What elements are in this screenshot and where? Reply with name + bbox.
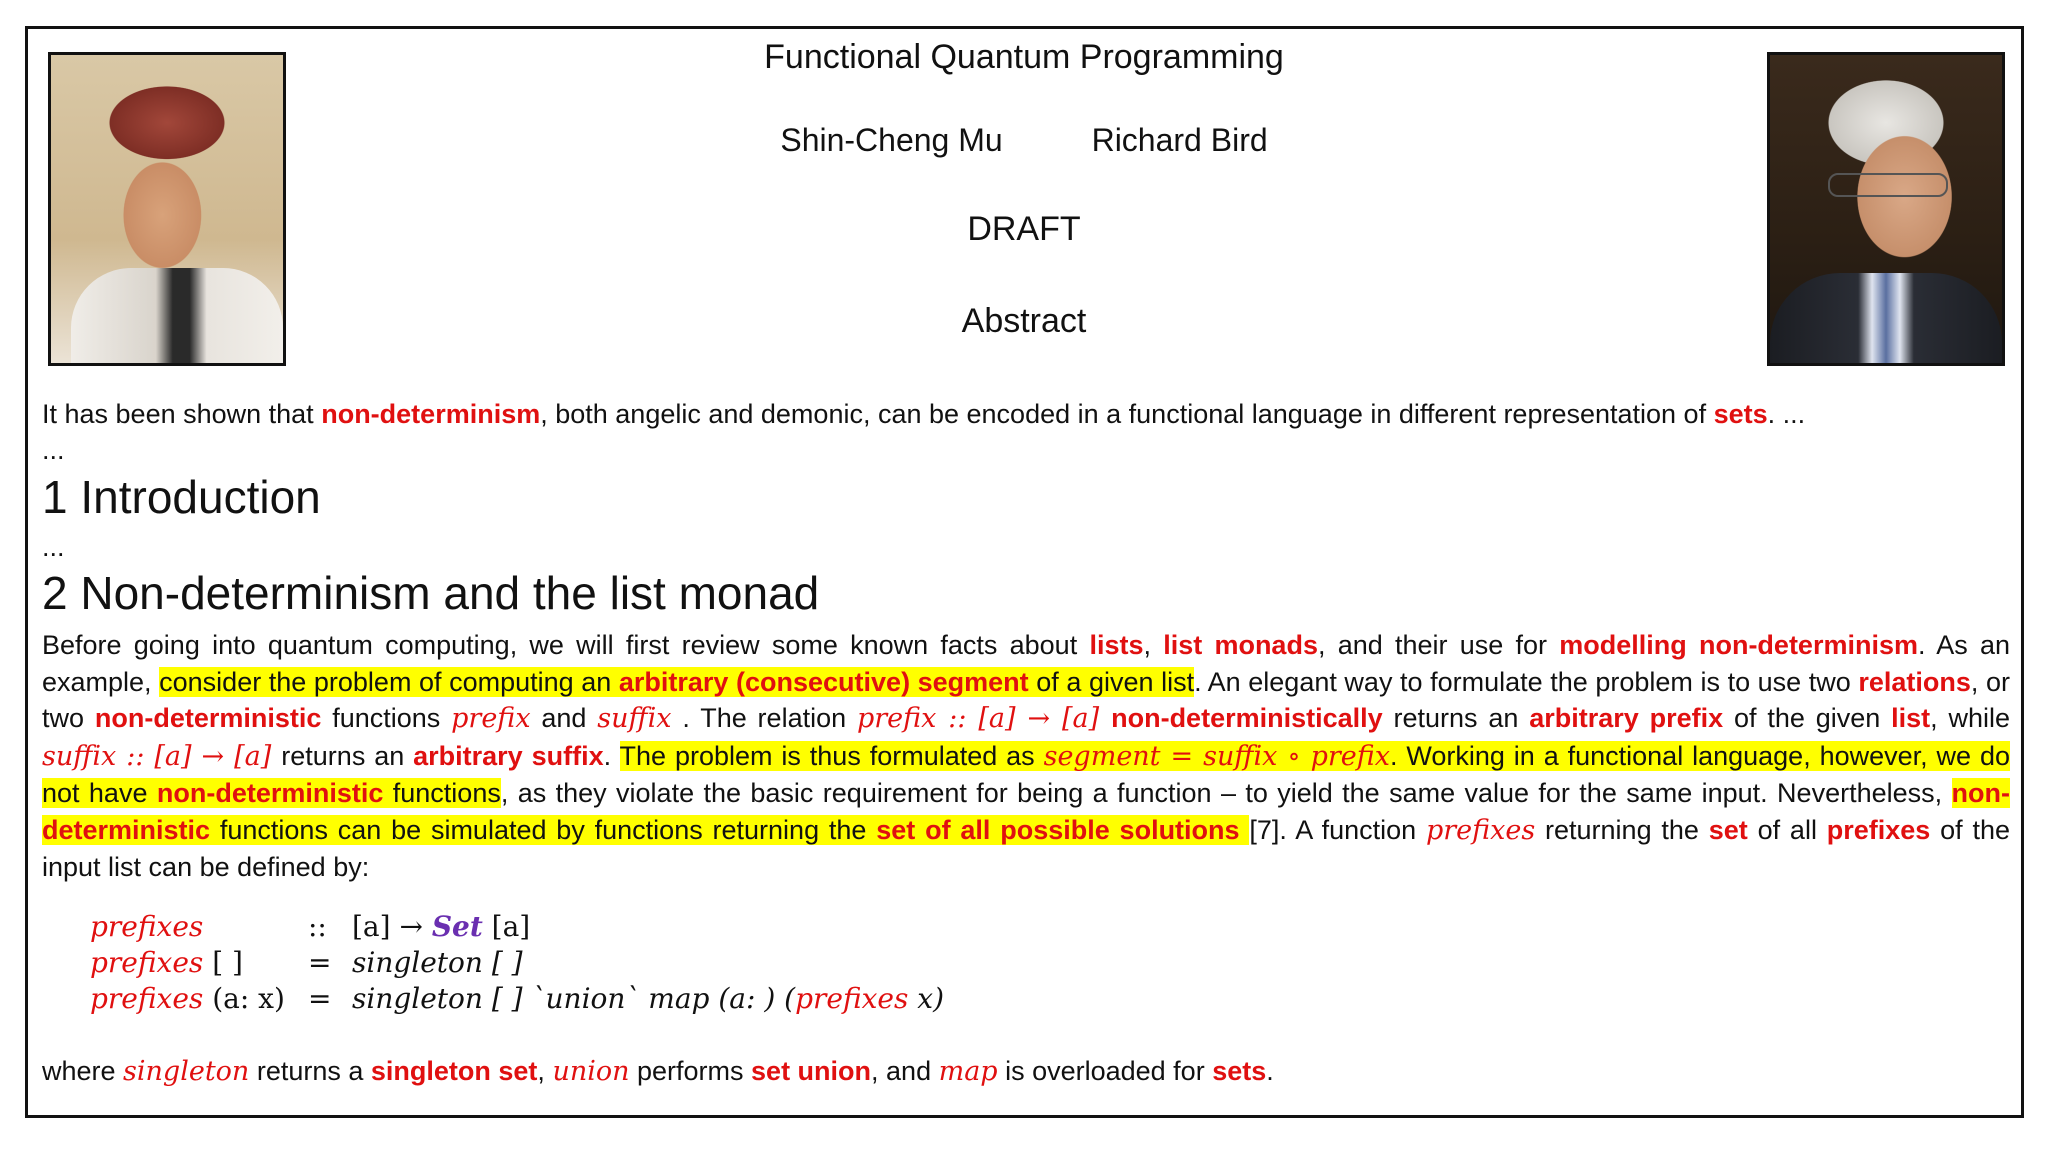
- section-heading: 1 Introduction: [42, 471, 321, 523]
- paper-title: Functional Quantum Programming: [764, 38, 1284, 76]
- author-list: [0, 122, 2048, 159]
- ellipsis: ...: [42, 532, 65, 562]
- where-line: where singleton returns a singleton set, union performs set union, and map is overloaded for sets.: [42, 1056, 1274, 1087]
- abstract-heading: Abstract: [961, 302, 1087, 340]
- section-heading: 2 Non-determinism and the list monad: [42, 567, 820, 619]
- author-name: Richard Bird: [1091, 122, 1268, 158]
- abstract-text: It has been shown that non-determinism, both angelic and demonic, can be encoded in a functional language in different representation of sets. ...: [42, 399, 1806, 429]
- draft-label: DRAFT: [967, 210, 1081, 248]
- ellipsis: ...: [42, 435, 65, 465]
- author-name: Shin-Cheng Mu: [780, 122, 1003, 158]
- body-paragraph: Before going into quantum computing, we will first review some known facts about lists, list monads, and their use for modelling non-determinism. As an example, consider the problem of computing an arbitrary (consecutive) segment of a given list. An elegant way to formulate the problem is to use two relations, or two non-deterministic functions prefix and suffix . The relation prefix :: [a] → [a] non-deterministically returns an arbitrary prefix of the given list, while suffix :: [a] → [a] returns an arbitrary suffix. The problem is thus formulated as segment = suffix ∘ prefix. Working in a functional language, however, we do not have non-deterministic functions, as they violate the basic requirement for being a function – to yield the same value for the same input. Nevertheless, non-deterministic functions can be simulated by functions returning the set of all possible solutions [7]. A function prefixes returning the set of all prefixes of the input list can be defined by:: [42, 630, 2011, 882]
- glasses-shape: [1828, 173, 1948, 197]
